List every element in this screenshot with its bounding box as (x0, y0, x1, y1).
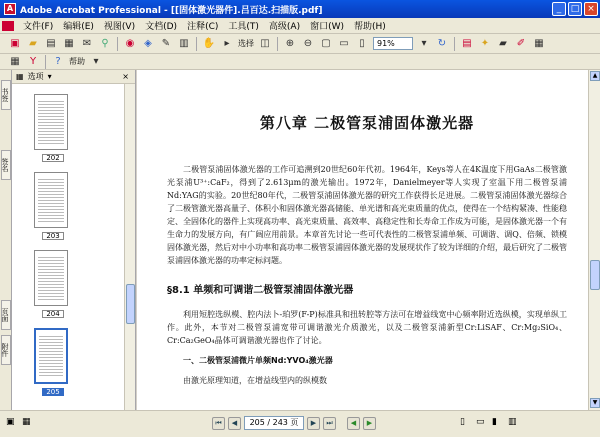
fit-page-icon[interactable]: ▭ (339, 37, 349, 49)
paragraph: 由激光原理知道，在增益线型内的纵模数 (183, 376, 327, 385)
page-thumbnail-label: 202 (42, 154, 64, 162)
menu-view[interactable]: 视图(V) (103, 22, 136, 32)
stamp-icon[interactable]: ▦ (534, 37, 544, 49)
page-thumbnail-label: 204 (42, 310, 64, 318)
thumbnail-scrollbar[interactable] (124, 84, 135, 410)
continuous-facing-icon[interactable]: ▥ (508, 417, 517, 427)
create-pdf-icon[interactable]: ▣ (10, 37, 20, 49)
page-size-icon[interactable]: ▣ (6, 417, 15, 427)
select-tool-icon[interactable]: ▸ (224, 37, 230, 49)
minimize-button[interactable]: _ (552, 2, 566, 16)
separator (117, 37, 118, 51)
menu-window[interactable]: 窗口(W) (310, 22, 345, 32)
go-forward-icon[interactable]: ▶ (363, 417, 376, 430)
scroll-down-icon[interactable]: ▼ (590, 398, 600, 408)
rotate-icon[interactable]: ↻ (437, 37, 447, 49)
separator (454, 37, 455, 51)
secure-icon[interactable]: ◈ (144, 37, 152, 49)
secondary-toolbar (0, 54, 600, 70)
form-icon[interactable]: ▥ (179, 37, 189, 49)
zoom-out-icon[interactable]: ⊖ (303, 37, 313, 49)
continuous-icon[interactable]: ▭ (476, 417, 485, 427)
page-thumbnail[interactable] (34, 94, 68, 150)
page-thumbnail[interactable] (34, 250, 68, 306)
zoom-input[interactable]: 91% (373, 37, 413, 50)
pdf-page (167, 82, 567, 391)
email-icon[interactable]: ✉ (82, 37, 92, 49)
zoom-dropdown-icon[interactable]: ▾ (421, 37, 427, 49)
maximize-button[interactable]: □ (568, 2, 582, 16)
last-page-icon[interactable]: ⏭ (323, 417, 336, 430)
menu-help[interactable]: 帮助(H) (354, 22, 386, 32)
separator (45, 55, 46, 69)
facing-icon[interactable]: ▮ (492, 417, 497, 427)
save-icon[interactable]: ▤ (46, 37, 56, 49)
acrobat-app-icon: A (4, 3, 16, 15)
pane-header (12, 70, 135, 84)
next-page-icon[interactable]: ▶ (307, 417, 320, 430)
help-dropdown-icon[interactable]: ▾ (93, 55, 99, 67)
tab-attachments[interactable]: 附件 (1, 335, 11, 365)
scroll-up-icon[interactable]: ▲ (590, 71, 600, 81)
review-icon[interactable]: ◉ (125, 37, 135, 49)
paragraph: 利用短腔选纵模、腔内法卜-珀罗(F-P)标准具和扭转腔等方法可在增益线宽中心频率附近选纵模，实现单纵工作。此外，本节对二极管泵浦宽带可调谐激光介质激光，以及二极管泵浦新型Cr:LiSAF、Cr:Mg₂SiO₄、Cr:Ca₂GeO₄晶体可调谐激光器也作了讨论。 (167, 310, 567, 345)
menu-document[interactable]: 文档(D) (145, 22, 178, 32)
menu-edit[interactable]: 编辑(E) (63, 22, 94, 32)
options-dropdown-icon[interactable]: ▾ (47, 72, 52, 81)
open-folder-icon[interactable]: ▰ (29, 37, 37, 49)
page-thumbnails-pane (12, 70, 136, 410)
menu-file[interactable]: 文件(F) (23, 22, 54, 32)
options-label[interactable]: 选项 (27, 72, 44, 81)
actual-size-icon[interactable]: ▢ (321, 37, 331, 49)
thumbnail-icon[interactable]: ▦ (16, 72, 24, 81)
help-icon[interactable]: ? (55, 55, 61, 67)
highlight-icon[interactable]: ▰ (499, 37, 507, 49)
document-scroll-thumb[interactable] (590, 260, 600, 290)
separator (196, 37, 197, 51)
menu-tools[interactable]: 工具(T) (228, 22, 259, 32)
page-thumbnail-selected[interactable] (34, 328, 68, 384)
thumbnail-list[interactable] (12, 84, 124, 410)
close-pane-icon[interactable]: × (122, 72, 129, 81)
navigation-tabs (0, 70, 12, 410)
zoom-in-icon[interactable]: ⊕ (285, 37, 295, 49)
separator (277, 37, 278, 51)
select-tool-label[interactable]: 选择 (238, 39, 254, 48)
page-thumbnail[interactable] (34, 172, 68, 228)
print-icon[interactable]: ▦ (64, 37, 74, 49)
go-back-icon[interactable]: ◀ (347, 417, 360, 430)
thumbnail-scroll-thumb[interactable] (126, 284, 135, 324)
close-button[interactable]: × (584, 2, 598, 16)
section-title: §8.1 单频和可调谐二极管泵浦固体激光器 (167, 285, 354, 296)
help-label[interactable]: 帮助 (69, 57, 85, 66)
sign-icon[interactable]: ✎ (161, 37, 171, 49)
page-thumbnail-label-selected: 205 (42, 388, 64, 396)
single-page-icon[interactable]: ▯ (460, 417, 465, 427)
page-number-field[interactable]: 205 / 243 页 (244, 416, 304, 430)
previous-page-icon[interactable]: ◀ (228, 417, 241, 430)
menu-comments[interactable]: 注释(C) (187, 22, 219, 32)
menu-bar (0, 18, 600, 34)
subsection-title: 一、二极管泵浦微片单频Nd:YVO₄激光器 (183, 356, 333, 365)
page-navigation (212, 416, 376, 430)
search-icon[interactable]: ⚲ (101, 37, 109, 49)
tab-pages[interactable]: 页面 (1, 300, 11, 330)
status-bar (0, 410, 600, 437)
tab-bookmarks[interactable]: 书签 (1, 80, 11, 110)
chapter-title: 第八章 二极管泵浦固体激光器 (259, 114, 475, 132)
document-view[interactable] (137, 70, 588, 410)
hand-tool-icon[interactable]: ✋ (202, 37, 216, 49)
fit-width-icon[interactable]: ▯ (359, 37, 365, 49)
menu-advanced[interactable]: 高级(A) (268, 22, 301, 32)
attach-icon[interactable]: ✦ (480, 37, 490, 49)
window-controls (552, 2, 598, 16)
hidden-toolbar-icon[interactable]: ▦ (22, 417, 31, 427)
page-thumbnail-label: 203 (42, 232, 64, 240)
print-small-icon[interactable]: ▦ (10, 55, 20, 67)
acrobat-logo-icon (2, 21, 14, 31)
paragraph: 二极管泵浦固体激光器的工作可追溯到20世纪60年代初。1964年，Keys等人在4K温度下用GaAs二极管激光泵浦U³⁺:CaF₂，得到了2.613μm的激光输出。1972年，Danielmeyer等人实现了室温下用二极管泵浦Nd:YAG的实验。20世纪80年代，二极管泵浦固体激光器的研究工作获得长足进展。二极管泵浦固体激光器综合了二极管激光器高量子、体积小和固体激光器高储能、单光谱和高光束质量的优点，使得在一个结构紧凑、性能稳定、全固体化的器件上实现高功率、高光束质量、高效率、高稳定性和长寿命工作成为可能，是固体激光器一个有生命力的发展方向，有广阔应用前景。本章首先讨论一些可代表性的二极管泵浦单频、可调谐、调Q、倍频、锁模固体激光器，然后对中小功率和高功率二极管泵浦固体激光器的发展现状作了较为详细的介绍，最后研究了二极管泵浦固体激光器的功率定标问题。 (167, 165, 567, 265)
comment-icon[interactable]: ▤ (462, 37, 472, 49)
yahoo-icon[interactable]: Y (29, 55, 37, 67)
document-scrollbar[interactable] (588, 70, 600, 410)
main-toolbar (0, 34, 600, 54)
first-page-icon[interactable]: ⏮ (212, 417, 225, 430)
title-bar (0, 0, 600, 18)
window-title: Adobe Acrobat Professional - [[固体激光器件].吕百达.扫描版.pdf] (20, 5, 323, 16)
tab-signatures[interactable]: 签名 (1, 150, 11, 180)
pencil-icon[interactable]: ✐ (516, 37, 526, 49)
snapshot-icon[interactable]: ◫ (260, 37, 270, 49)
